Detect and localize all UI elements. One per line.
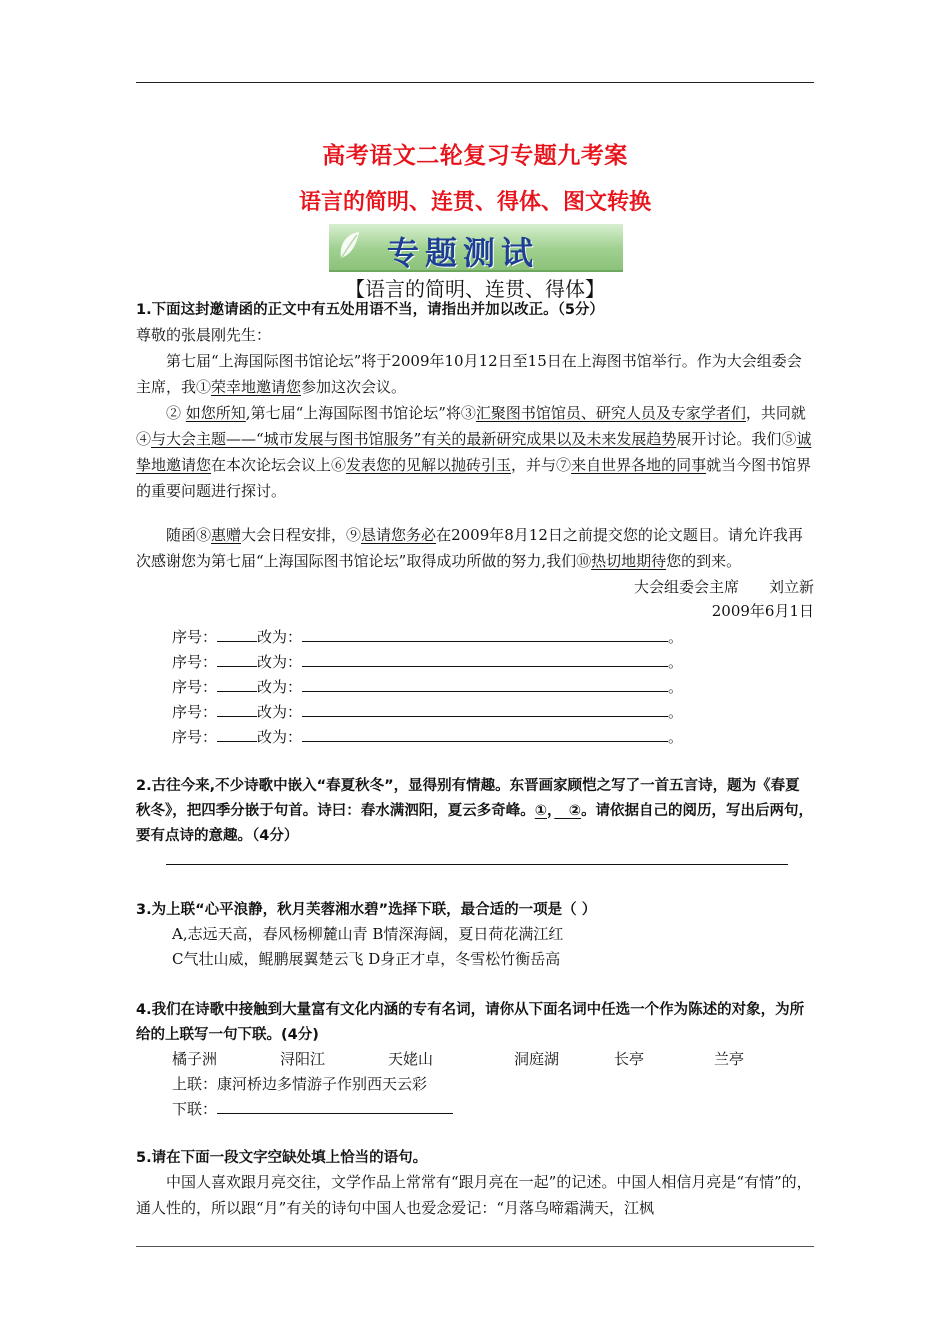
options-ab: A,志远天高，春风杨柳麓山青 B情深海阔，夏日荷花满江红 [172,925,564,943]
seq-blank[interactable] [217,651,257,667]
proper-noun-list [172,1048,812,1070]
text: ，并与⑦ [511,456,572,474]
document-subtitle: 语言的简明、连贯、得体、图文转换 [298,190,651,215]
text: ， [547,803,555,819]
answer-label: 序号： [172,703,218,721]
letter-salutation: 尊敬的张晨刚先生： [136,326,272,344]
letter-paragraph-1 [136,348,814,400]
letter-paragraph-2 [136,400,814,504]
topic-test-banner [329,224,623,272]
text: 您的到来。 [666,552,742,570]
fix-blank[interactable] [302,726,668,742]
noun-item: 长亭 [614,1050,645,1068]
question-1: 1.下面这封邀请函的正文中有五处用语不当，请指出并加以改正。（5分） [136,302,604,318]
answer-end: 。 [668,678,684,696]
text: 大会日程安排，⑨ [241,526,362,544]
answer-label: 改为： [257,628,303,646]
underlined-phrase: 惠赠 [211,526,242,544]
underlined-phrase: 来自世界各地的同事 [571,456,707,474]
text: 就当今图书馆界的重要问题进行探讨。 [136,456,812,500]
noun-item: 浔阳江 [280,1050,326,1068]
underlined-phrase: 热切地期待 [591,552,667,570]
section-heading: 【语言的简明、连贯、得体】 [345,277,605,301]
noun-item: 兰亭 [714,1050,745,1068]
answer-end: 。 [668,628,684,646]
underlined-phrase: 汇聚图书馆馆员、研究人员及专家学者们 [475,404,746,422]
seq-blank[interactable] [217,726,257,742]
text: ，共同就④ [136,404,806,448]
question-2 [136,774,814,849]
letter-signature: 大会组委会主席 刘立新 [633,578,814,596]
text: 随函⑧ [166,526,212,544]
options-cd: C气壮山威，鲲鹏展翼楚云飞 D身正才卓，冬雪松竹衡岳高 [172,950,561,968]
answer-label: 改为： [257,678,303,696]
seq-blank[interactable] [217,626,257,642]
noun-item: 天姥山 [388,1050,434,1068]
lower-label: 下联： [172,1100,218,1118]
text: 。请依据自己的阅历，写出后两句，要有点诗的意趣。（4分） [136,803,814,844]
underlined-phrase: 荣幸地邀请您 [211,378,302,396]
blank-1: ① [534,803,548,819]
fix-blank[interactable] [302,676,668,692]
banner-text: 专题测试 [387,234,540,272]
text: ② [166,404,186,422]
answer-line [172,726,683,747]
noun-item: 洞庭湖 [514,1050,560,1068]
underlined-phrase: 诚挚地邀请您 [136,430,812,474]
answer-label: 序号： [172,628,218,646]
answer-line [172,676,683,697]
underlined-phrase: 发表您的见解以抛砖引玉 [346,456,512,474]
letter-paragraph-3 [136,522,814,574]
answer-label: 序号： [172,678,218,696]
lower-couplet-blank[interactable] [217,1098,453,1114]
fix-blank[interactable] [302,701,668,717]
noun-item: 橘子洲 [172,1050,218,1068]
question-3: 3.为上联“心平浪静，秋月芙蓉湘水碧”选择下联，最合适的一项是（ ） [136,902,597,918]
text: 第七届“上海国际图书馆论坛”将于2009年10月12日至15日在上海图书馆举行。作为大会组委会主席，我① [136,352,802,396]
question-4: 4.我们在诗歌中接触到大量富有文化内涵的专有名词，请你从下面名词中任选一个作为陈述的对象，为所给的上联写一句下联。(4分) [136,1002,805,1043]
text: ,第七届“上海国际图书馆论坛”将③ [245,404,476,422]
answer-line [172,626,683,647]
footer-rule [136,1246,814,1247]
answer-line [172,651,683,672]
text: 在2009年8月12日之前提交您的论文题目。请允许我再次感谢您为第七届“上海国际图书馆论坛”取得成功所做的努力,我们⑩ [136,526,803,570]
blank-2: ② [554,803,582,819]
q5-paragraph: 中国人喜欢跟月亮交往，文学作品上常常有“跟月亮在一起”的记述。中国人相信月亮是“有情”的，通人性的，所以跟“月”有关的诗句中国人也爱念爱记：“月落乌啼霜满天，江枫 [136,1173,812,1217]
underlined-phrase: 恳请您务必 [361,526,437,544]
answer-label: 改为： [257,703,303,721]
text: 参加这次会议。 [301,378,407,396]
document-title: 高考语文二轮复习专题九考案 [322,143,628,169]
underlined-phrase: 如您所知 [185,404,246,422]
text: 2.古往今来,不少诗歌中嵌入“春夏秋冬”，显得别有情趣。东晋画家顾恺之写了一首五言诗，题为《春夏秋冬》，把四季分嵌于句首。诗曰：春水满泗阳，夏云多奇峰。 [136,778,800,819]
answer-label: 序号： [172,653,218,671]
answer-line [172,701,683,722]
text: 展开讨论。我们⑤ [676,430,797,448]
question-5: 5.请在下面一段文字空缺处填上恰当的语句。 [136,1150,428,1166]
upper-couplet: 上联：康河桥边多情游子作别西天云彩 [172,1075,428,1093]
seq-blank[interactable] [217,676,257,692]
leaf-icon [335,228,365,264]
fix-blank[interactable] [302,651,668,667]
seq-blank[interactable] [217,701,257,717]
answer-line-q2[interactable] [166,864,788,865]
underlined-phrase: 与大会主题——“城市发展与图书馆服务”有关的最新研究成果以及未来发展趋势 [151,430,677,448]
answer-end: 。 [668,703,684,721]
text: 在本次论坛会议上⑥ [211,456,347,474]
fix-blank[interactable] [302,626,668,642]
answer-end: 。 [668,728,684,746]
answer-label: 改为： [257,653,303,671]
answer-end: 。 [668,653,684,671]
letter-date: 2009年6月1日 [711,602,814,620]
header-rule [136,82,814,83]
lower-couplet [172,1098,453,1119]
answer-label: 改为： [257,728,303,746]
answer-label: 序号： [172,728,218,746]
